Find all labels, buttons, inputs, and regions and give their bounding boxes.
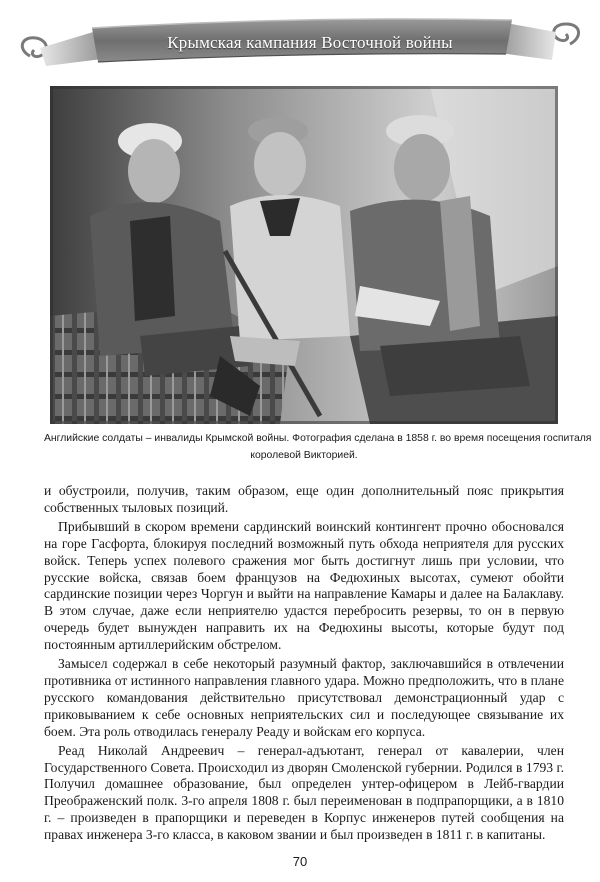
body-text (44, 483, 564, 846)
paragraph: и обустроили, получив, таким образом, еще один дополнительный пояс прикрытия собственных тыловых позиций. (44, 483, 564, 515)
photo-caption (44, 430, 592, 464)
paragraph: Замысел содержал в себе некоторый разумный фактор, заключавшийся в отвлечении противника от истинного направления главного удара. Можно предположить, что в плане русского командования действительно присутствовал демонстрационный удар с приковыванием к себе основных неприятельских сил и последующее связывание их боем. Эта роль отводилась генералу Реаду и войскам его корпуса. (44, 656, 564, 739)
page-number: 70 (292, 854, 308, 869)
paragraph: Реад Николай Андреевич – генерал-адъютант, генерал от кавалерии, член Государственного Совета. Происходил из дворян Смоленской губернии. Родился в 1793 г. Получил домашнее образование, был определен унтер-офицером в Лейб-гвардии Преображенский полк. 3-го апреля 1808 г. был переименован в подпрапорщики, а в 1810 г. – произведен в прапорщики и переведен в Корпус инженеров путей сообщения на правах инженера 3-го класса, в каковом звании и был произведен в 1811 г. в капитаны. (44, 742, 564, 843)
paragraph: Прибывший в скором времени сардинский воинский контингент прочно обосновался на горе Гасфорта, блокируя последний возможный путь обхода неприятеля для русских войск. Теперь успех полевого сражения мог быть достигнут лишь при условии, что русские войска, связав боем французов на Федюхиных высотах, сумеют обойти сардинские позиции через Чоргун и выйти на направление Камары и далее на Балаклаву. В этом случае, даже если неприятелю удастся перебросить резервы, то он в первую очередь будет вынужден направить их на Федюхины высоты, которые будут под постоянным артиллерийским обстрелом. (44, 518, 564, 653)
historical-photo (50, 86, 558, 424)
caption-line: Английские солдаты – инвалиды Крымской войны. Фотография сделана в 1858 г. во время посещения госпиталя (44, 433, 592, 444)
caption-line: королевой Викторией. (250, 450, 358, 461)
photo-illustration (50, 86, 558, 424)
chapter-title: Крымская кампания Восточной войны (167, 33, 453, 52)
header-banner (0, 0, 600, 80)
